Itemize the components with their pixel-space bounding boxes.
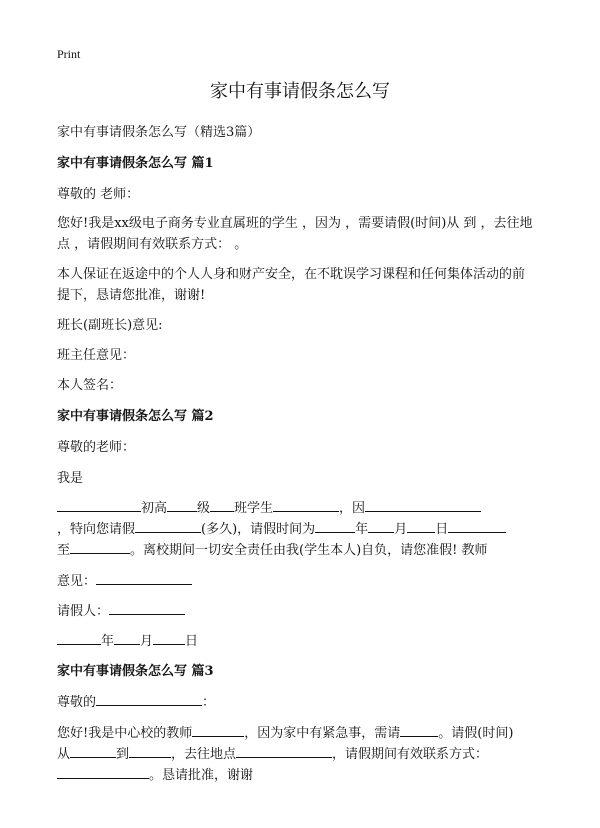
- section2-form-line2: [57, 518, 506, 537]
- month-label: 月: [394, 522, 408, 537]
- blank-end[interactable]: [448, 519, 506, 533]
- blank-month[interactable]: [368, 519, 394, 533]
- opinion-label: 意见：: [57, 574, 97, 589]
- to-label: 到: [116, 747, 130, 762]
- sign-month-label: 月: [140, 634, 154, 649]
- blank-grade[interactable]: [167, 498, 197, 512]
- blank-class[interactable]: [273, 498, 339, 512]
- responsibility-text: 。离校期间一切安全责任由我(学生本人)自负，请您准假! 教师: [130, 543, 488, 558]
- document-subtitle: 家中有事请假条怎么写（精选3篇）: [57, 125, 261, 140]
- section3-heading: 家中有事请假条怎么写 篇3: [57, 664, 214, 679]
- section2-date-line: [57, 630, 198, 649]
- greeting-label: 尊敬的: [57, 695, 97, 710]
- blank-sign-month[interactable]: [114, 631, 140, 645]
- section3-greeting: [57, 691, 215, 710]
- blank-opinion[interactable]: [96, 571, 192, 585]
- closing-text: 。恳请批准，谢谢: [149, 768, 254, 783]
- blank-day[interactable]: [407, 519, 435, 533]
- class-label: 班学生: [234, 501, 274, 516]
- applicant-label: 请假人：: [57, 604, 110, 619]
- sign-day-label: 日: [185, 634, 199, 649]
- level-label: 级: [197, 501, 211, 516]
- section1-paragraph2-line1: 本人保证在返途中的个人人身和财产安全，在不耽误学习课程和任何集体活动的前: [57, 267, 526, 282]
- request-label: ，特向您请假: [57, 522, 136, 537]
- print-label: Print: [57, 47, 81, 61]
- blank-duration[interactable]: [135, 519, 201, 533]
- section1-signature: 本人签名：: [57, 378, 123, 393]
- teacher-intro: 您好!我是中心校的教师: [57, 726, 193, 741]
- section2-heading: 家中有事请假条怎么写 篇2: [57, 409, 214, 424]
- blank-name[interactable]: [57, 498, 141, 512]
- year-label: 年: [355, 522, 369, 537]
- destination-label: ，去往地点: [171, 747, 237, 762]
- leave-time-label: 。请假(时间): [438, 726, 514, 741]
- to-label: 至: [57, 543, 71, 558]
- document-title: 家中有事请假条怎么写: [210, 81, 390, 102]
- blank-teacher-name[interactable]: [192, 723, 244, 737]
- section3-line2: [57, 743, 488, 762]
- blank-leave-days[interactable]: [400, 723, 438, 737]
- blank-to[interactable]: [129, 744, 171, 758]
- contact-label: ，请假期间有效联系方式：: [332, 747, 489, 762]
- duration-label: (多久)，请假时间为: [201, 522, 316, 537]
- blank-level[interactable]: [210, 498, 234, 512]
- emergency-text: ，因为家中有紧急事，需请: [244, 726, 401, 741]
- section1-paragraph1-line1: 您好!我是xx级电子商务专业直属班的学生 ，因为 ，需要请假(时间)从 到 ，去往地: [57, 216, 533, 231]
- section2-form-line1: [57, 497, 481, 516]
- section1-teacher-opinion: 班主任意见：: [57, 348, 136, 363]
- day-label: 日: [435, 522, 449, 537]
- colon-label: ：: [202, 695, 216, 710]
- section2-iam: 我是: [57, 471, 84, 486]
- grade-label: 初高: [141, 501, 168, 516]
- from-label: 从: [57, 747, 71, 762]
- blank-from[interactable]: [70, 744, 116, 758]
- section2-applicant-line: [57, 600, 185, 619]
- blank-contact[interactable]: [57, 765, 149, 779]
- sign-year-label: 年: [101, 634, 115, 649]
- blank-to-date[interactable]: [70, 540, 130, 554]
- blank-recipient[interactable]: [96, 692, 202, 706]
- blank-sign-day[interactable]: [153, 631, 185, 645]
- section3-line3: [57, 764, 253, 783]
- section2-greeting: 尊敬的老师：: [57, 440, 136, 455]
- section1-paragraph1-line2: 点 ，请假期间有效联系方式： 。: [57, 237, 248, 252]
- section1-heading: 家中有事请假条怎么写 篇1: [57, 156, 214, 171]
- blank-destination[interactable]: [236, 744, 332, 758]
- section3-line1: [57, 722, 513, 741]
- because-label: ，因: [339, 501, 366, 516]
- blank-sign-year[interactable]: [57, 631, 101, 645]
- blank-applicant[interactable]: [109, 601, 185, 615]
- blank-year[interactable]: [315, 519, 355, 533]
- section2-opinion-line: [57, 570, 192, 589]
- section1-paragraph2-line2: 提下，恳请您批准，谢谢!: [57, 288, 206, 303]
- section2-form-line3: [57, 539, 488, 558]
- section1-monitor-opinion: 班长(副班长)意见:: [57, 318, 163, 333]
- section1-greeting: 尊敬的 老师：: [57, 187, 140, 202]
- blank-reason[interactable]: [365, 498, 481, 512]
